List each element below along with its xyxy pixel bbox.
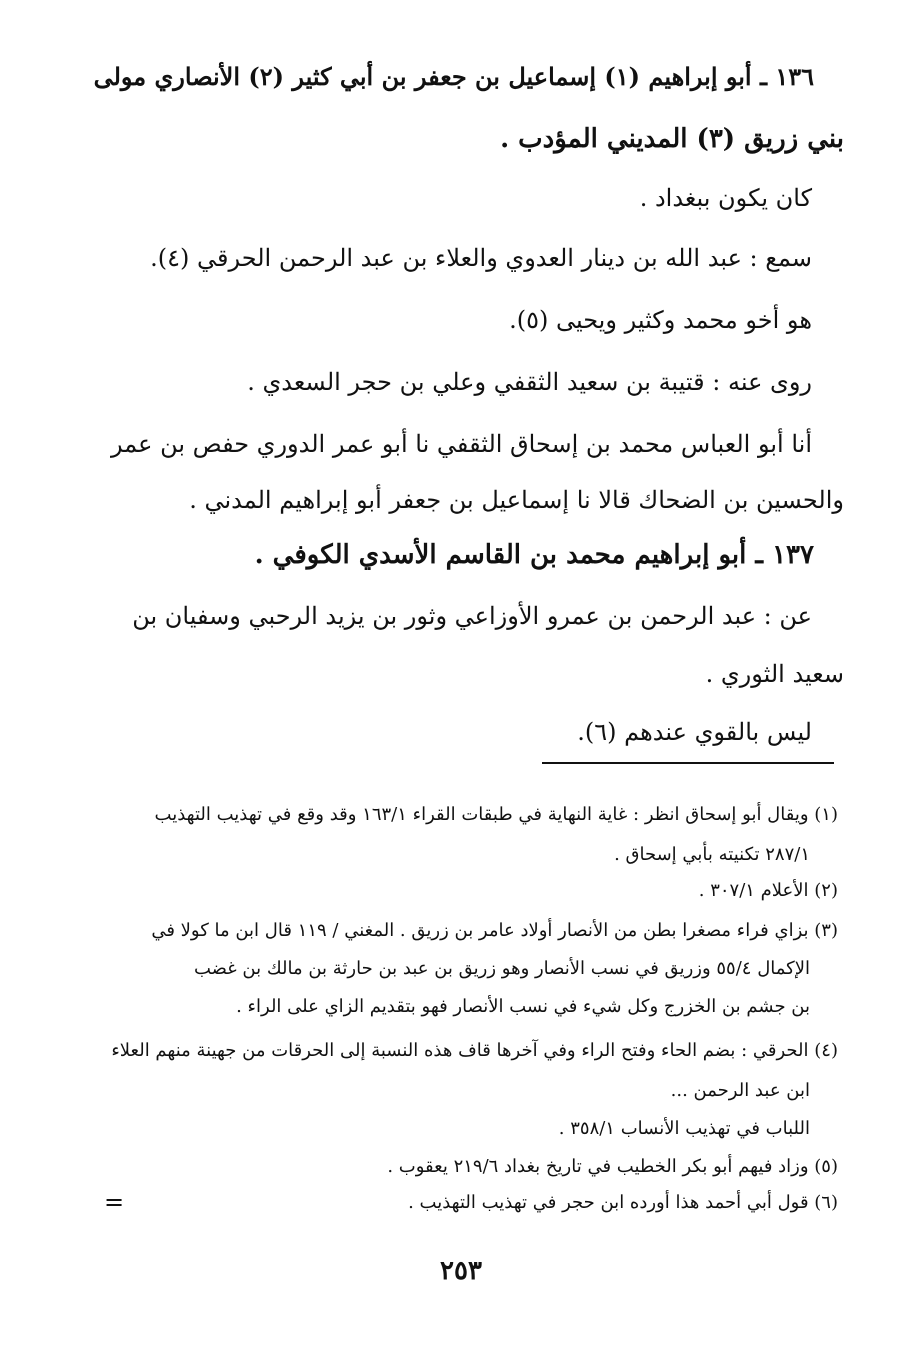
footnote-5: (٥) وزاد فيهم أبو بكر الخطيب في تاريخ بغداد ٢١٩/٦ يعقوب . [387,1156,838,1177]
footnote-3-continued: الإكمال ٥٥/٤ وزريق في نسب الأنصار وهو زريق بن عبد بن حارثة بن مالك بن غضب [193,958,810,979]
entry-137-paragraph: ليس بالقوي عندهم (٦). [577,718,812,746]
footnote-4-continued: اللباب في تهذيب الأنساب ٣٥٨/١ . [558,1118,810,1139]
footnote-4-continued: ابن عبد الرحمن ... [670,1080,810,1101]
footnote-3-continued: بن جشم بن الخزرج وكل شيء في نسب الأنصار فهو بتقديم الزاي على الراء . [236,996,810,1017]
entry-137-paragraph: عن : عبد الرحمن بن عمرو الأوزاعي وثور بن يزيد الرحبي وسفيان بن [132,602,812,630]
footnote-4: (٤) الحرقي : بضم الحاء وفتح الراء وفي آخرها قاف هذه النسبة إلى الحرقات من جهينة منهم العلاء [111,1040,838,1061]
continuation-mark: = [104,1188,125,1216]
entry-137-heading: ١٣٧ ـ أبو إبراهيم محمد بن القاسم الأسدي الكوفي . [254,540,814,570]
page-number: ٢٥٣ [440,1256,482,1286]
footnote-1-continued: ٢٨٧/١ تكنيته بأبي إسحاق . [614,844,810,865]
entry-136-paragraph: هو أخو محمد وكثير ويحيى (٥). [509,306,812,334]
entry-137-paragraph: سعيد الثوري . [705,660,844,688]
footnote-6: (٦) قول أبي أحمد هذا أورده ابن حجر في تهذيب التهذيب . [408,1192,838,1213]
entry-136-paragraph: كان يكون ببغداد . [639,184,812,212]
footnote-separator [542,762,834,764]
entry-136-paragraph: روى عنه : قتيبة بن سعيد الثقفي وعلي بن حجر السعدي . [247,368,812,396]
footnote-2: (٢) الأعلام ٣٠٧/١ . [698,880,838,901]
entry-136-paragraph: سمع : عبد الله بن دينار العدوي والعلاء بن عبد الرحمن الحرقي (٤). [150,244,812,272]
entry-136-heading-line-1: ١٣٦ ـ أبو إبراهيم (١) إسماعيل بن جعفر بن أبي كثير (٢) الأنصاري مولى [93,62,814,91]
footnote-1: (١) ويقال أبو إسحاق انظر : غاية النهاية في طبقات القراء ١٦٣/١ وقد وقع في تهذيب التهذيب [154,804,838,825]
entry-136-heading-line-2: بني زريق (٣) المديني المؤدب . [500,124,844,154]
footnote-3: (٣) بزاي فراء مصغرا بطن من الأنصار أولاد عامر بن زريق . المغني / ١١٩ قال ابن ما كولا في [151,920,838,941]
entry-136-paragraph: والحسين بن الضحاك قالا نا إسماعيل بن جعفر أبو إبراهيم المدني . [189,486,844,514]
entry-136-paragraph: أنا أبو العباس محمد بن إسحاق الثقفي نا أبو عمر الدوري حفص بن عمر [111,430,812,458]
